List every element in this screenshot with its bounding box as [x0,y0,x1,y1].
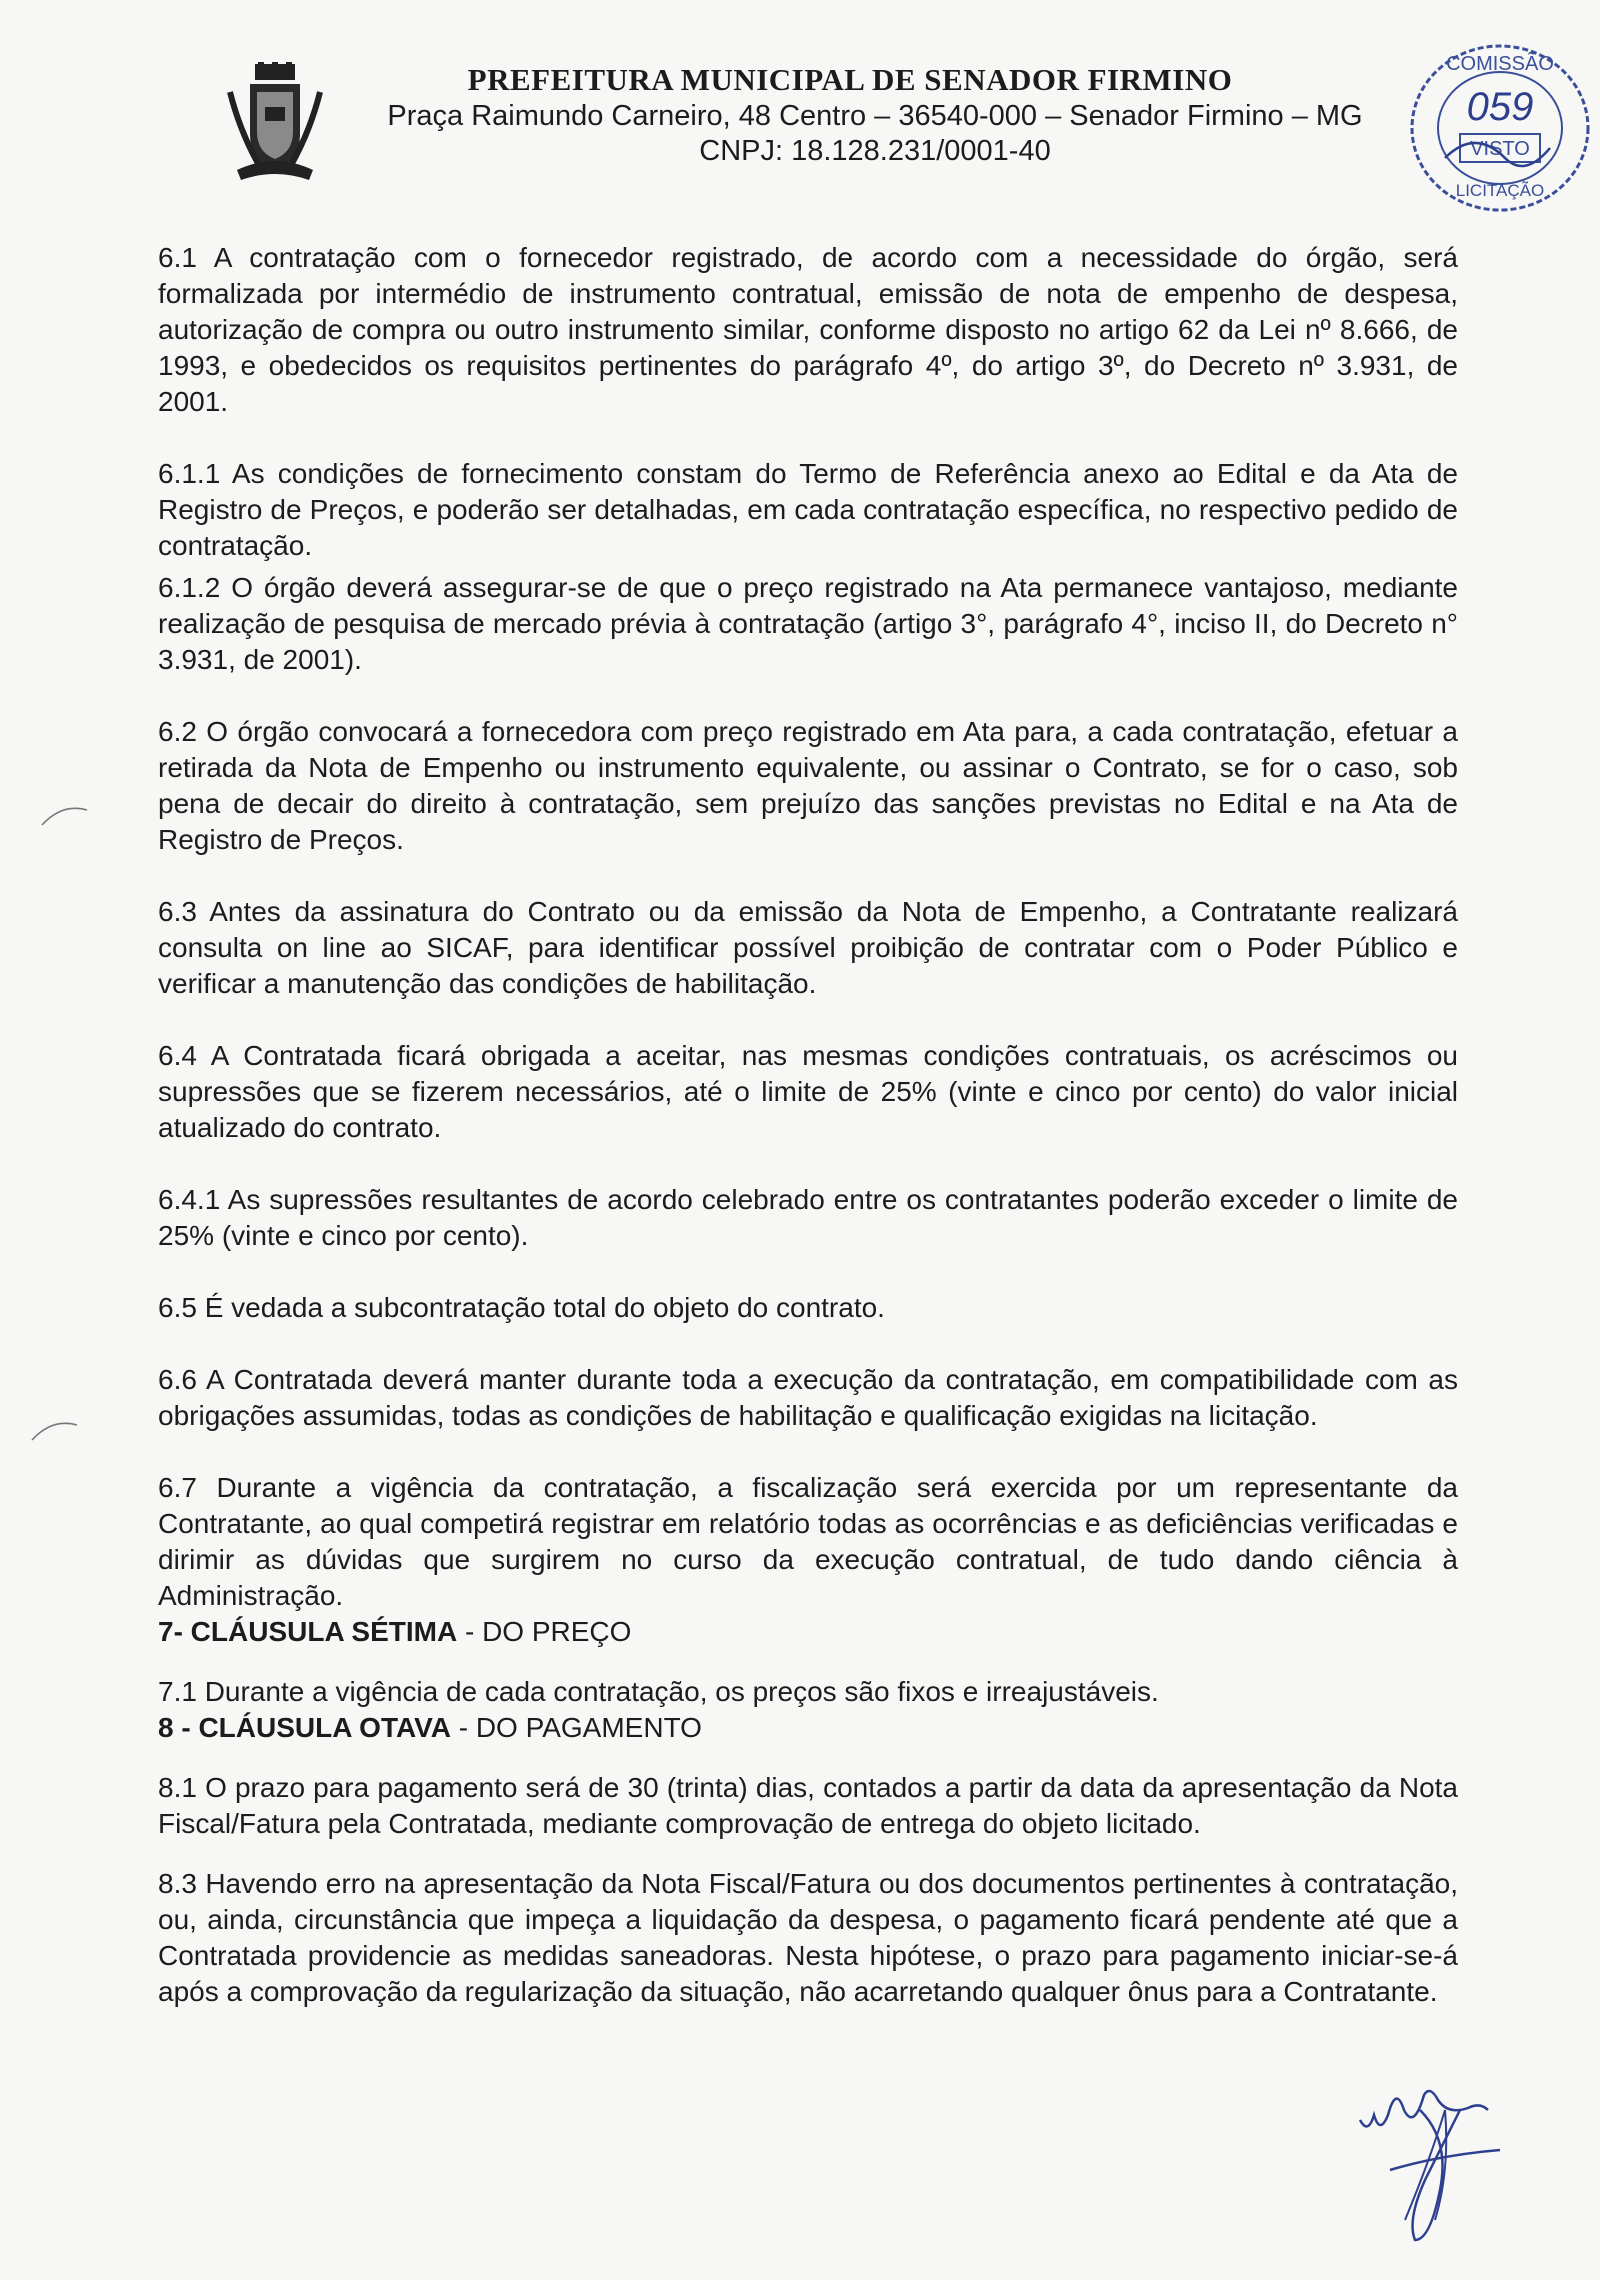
paragraph-6-5: 6.5 É vedada a subcontratação total do objeto do contrato. [158,1292,885,1323]
commission-stamp [1405,38,1595,218]
letterhead-address: Praça Raimundo Carneiro, 48 Centro – 36540-000 – Senador Firmino – MG [387,100,1363,132]
stamp-top-text: COMISSÃO [1446,53,1554,75]
paragraph-6-1-1: 6.1.1 As condições de fornecimento constam do Termo de Referência anexo ao Edital e da Ata de Registro de Preços, e poderão ser detalhadas, em cada contratação específica, no respectivo pedido de contratação. [158,458,1458,561]
document-body [158,240,1458,2010]
stamp-bottom-text: LICITAÇÃO [1455,181,1545,200]
paragraph-6-1-2: 6.1.2 O órgão deverá assegurar-se de que o preço registrado na Ata permanece vantajoso, mediante realização de pesquisa de mercado prévia à contratação (artigo 3°, parágrafo 4°, inciso II, do Decreto n° 3.931, de 2001). [158,572,1458,675]
paragraph-8-1: 8.1 O prazo para pagamento será de 30 (trinta) dias, contados a partir da data da apresentação da Nota Fiscal/Fatura pela Contratada, mediante comprovação de entrega do objeto licitado. [158,1772,1458,1839]
stamp-number: 059 [1466,85,1534,129]
margin-mark [30,1415,80,1445]
stamp-visto: VISTO [1470,138,1530,160]
paragraph-6-6: 6.6 A Contratada deverá manter durante toda a execução da contratação, em compatibilidade com as obrigações assumidas, todas as condições de habilitação e qualificação exigidas na licitação. [158,1364,1458,1431]
clause-7-title: - DO PREÇO [457,1616,632,1647]
paragraph-6-4: 6.4 A Contratada ficará obrigada a aceitar, nas mesmas condições contratuais, os acréscimos ou supressões que se fizerem necessários, até o limite de 25% (vinte e cinco por cento) do valor inicial atualizado do contrato. [158,1040,1458,1143]
paragraph-6-7: 6.7 Durante a vigência da contratação, a fiscalização será exercida por um representante da Contratante, ao qual competirá registrar em relatório todas as ocorrências e as deficiências verificadas e dirimir as dúvidas que surgirem no curso da execução contratual, de tudo dando ciência à Administração. [158,1472,1458,1611]
letterhead-cnpj: CNPJ: 18.128.231/0001-40 [699,135,1051,167]
clause-8-title: - DO PAGAMENTO [450,1712,702,1743]
paragraph-6-2: 6.2 O órgão convocará a fornecedora com preço registrado em Ata para, a cada contratação, efetuar a retirada da Nota de Empenho ou instrumento equivalente, ou assinar o Contrato, se for o caso, sob pena de decair do direito à contratação, sem prejuízo das sanções previstas no Edital e na Ata de Registro de Preços. [158,716,1458,855]
letterhead [220,62,1390,168]
clause-7-heading [158,1614,1458,1650]
margin-mark [40,800,90,830]
letterhead-title: PREFEITURA MUNICIPAL DE SENADOR FIRMINO [467,62,1233,97]
clause-8-number: 8 - CLÁUSULA OTAVA [158,1712,451,1743]
clause-8-heading [158,1710,1458,1746]
paragraph-8-3: 8.3 Havendo erro na apresentação da Nota Fiscal/Fatura ou dos documentos pertinentes à contratação, ou, ainda, circunstância que impeça a liquidação da despesa, o pagamento ficará pendente até que a Contratada providencie as medidas saneadoras. Nesta hipótese, o prazo para pagamento iniciar-se-á após a comprovação da regularização da situação, não acarretando qualquer ônus para a Contratante. [158,1868,1458,2007]
paragraph-6-1: 6.1 A contratação com o fornecedor registrado, de acordo com a necessidade do órgão, será formalizada por intermédio de instrumento contratual, emissão de nota de empenho de despesa, autorização de compra ou outro instrumento similar, conforme disposto no artigo 62 da Lei nº 8.666, de 1993, e obedecidos os requisitos pertinentes do parágrafo 4º, do artigo 3º, do Decreto nº 3.931, de 2001. [158,242,1458,417]
paragraph-7-1: 7.1 Durante a vigência de cada contratação, os preços são fixos e irreajustáveis. [158,1676,1159,1707]
handwritten-signature [1350,2070,1550,2260]
paragraph-6-4-1: 6.4.1 As supressões resultantes de acordo celebrado entre os contratantes poderão exceder o limite de 25% (vinte e cinco por cento). [158,1184,1458,1251]
clause-7-number: 7- CLÁUSULA SÉTIMA [158,1616,458,1647]
paragraph-6-3: 6.3 Antes da assinatura do Contrato ou da emissão da Nota de Empenho, a Contratante realizará consulta on line ao SICAF, para identificar possível proibição de contratar com o Poder Público e verificar a manutenção das condições de habilitação. [158,896,1458,999]
